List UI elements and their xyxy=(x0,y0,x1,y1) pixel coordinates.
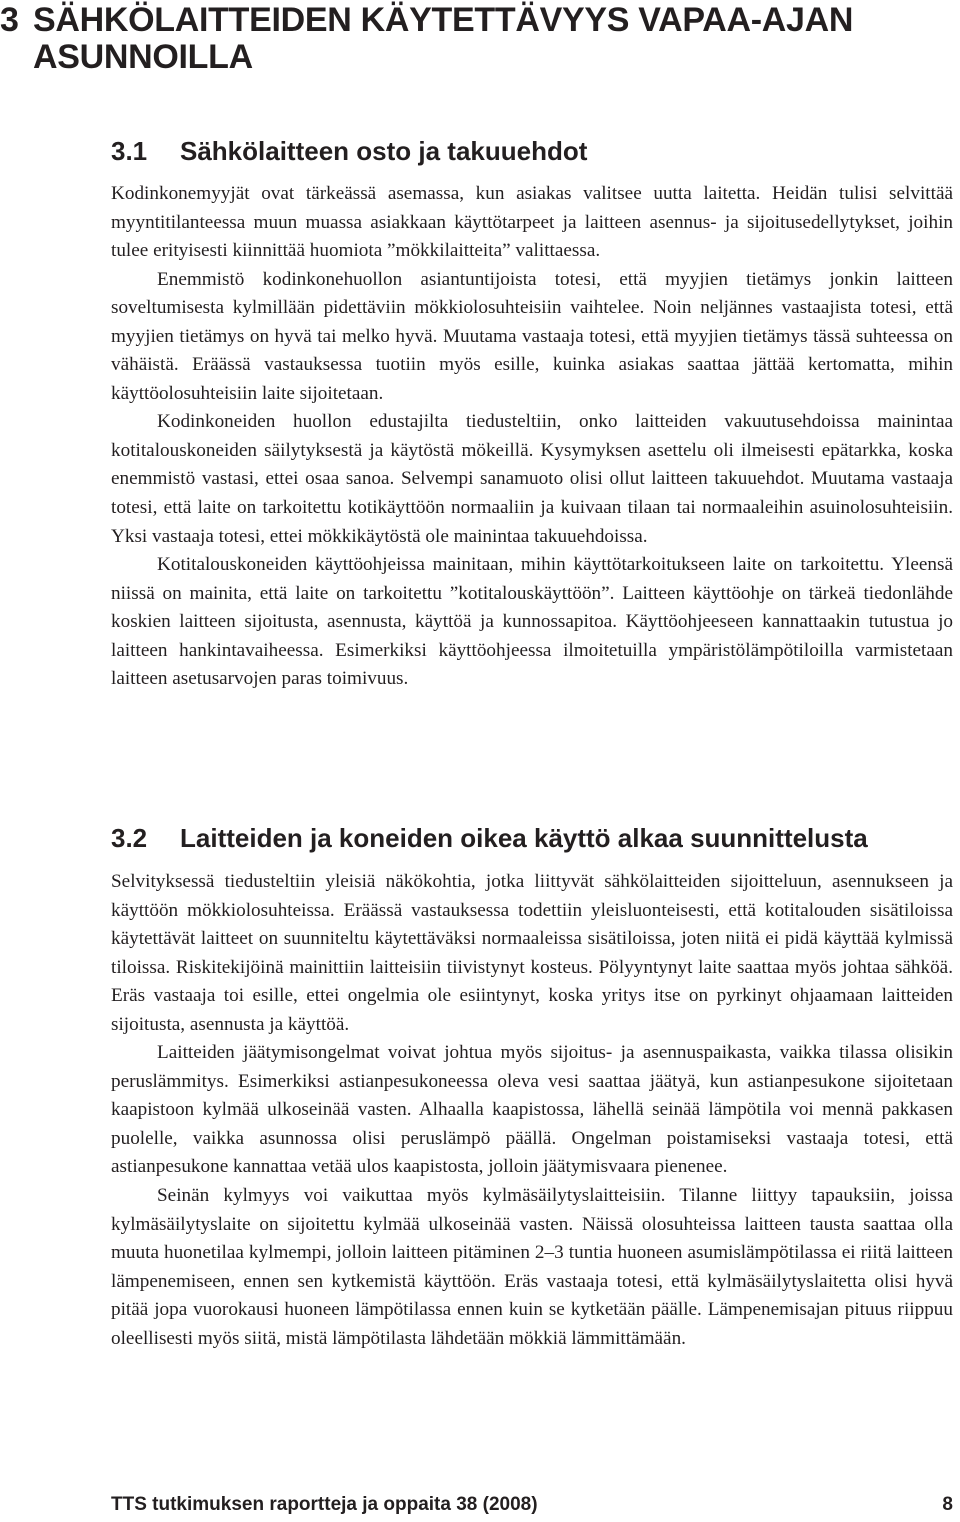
paragraph: Selvityksessä tiedusteltiin yleisiä näkökohtia, jotka liittyvät sähkölaitteiden sijoitteluun, asennukseen ja käyttöön mökkiolosuhteissa. Eräässä vastauksessa todettiin yleisluonteisesti, että kotitalouden sisätiloissa käytettävät laitteet on suunniteltu käytettäväksi normaaleissa sisätiloissa, joten niitä ei pidä käyttää kylmissä tiloissa. Riskitekijöinä mainittiin laitteisiin tiivistynyt kosteus. Pölyyntynyt laite saattaa myös johtaa sähköä. Eräs vastaaja toi esille, ettei ongelmia ole esiintynyt, koska yritys itse on pyrkinyt ohjaamaan laitteiden sijoitusta, asennusta ja käyttöä. xyxy=(111,871,953,1035)
page-footer xyxy=(111,1494,953,1516)
paragraph: Seinän kylmyys voi vaikuttaa myös kylmäsäilytyslaitteisiin. Tilanne liittyy tapauksiin, joissa kylmäsäilytyslaite on sijoitettu kylmää ulkoseinää vasten. Näissä olosuhteissa laitteen tausta saattaa olla muuta huonetilaa kylmempi, jolloin laitteen pitäminen 2–3 tuntia huoneen asumislämpötilassa ei riitä laitteen lämpenemiseen, ennen sen kytkemistä käyttöön. Eräs vastaaja totesi, että kylmäsäilytyslaitetta olisi hyvä pitää jopa vuorokausi huoneen lämpötilassa ennen kuin se kytketään päälle. Lämpenemisajan pituus riippuu oleellisesti myös siitä, mistä lämpötilasta lähdetään mökkiä lämmittämään. xyxy=(111,1185,953,1349)
section-heading-3-2 xyxy=(111,823,868,853)
paragraph: Kodinkonemyyjät ovat tärkeässä asemassa, kun asiakas valitsee uutta laitetta. Heidän tulisi selvittää myyntitilanteessa muun muassa asiakkaan käyttötarpeet ja laitteen asennus- ja sijoitusedellytykset, joihin tulee erityisesti kiinnittää huomiota ”mökkilaitteita” valittaessa. xyxy=(111,183,953,262)
chapter-title-text: SÄHKÖLAITTEIDEN KÄYTETTÄVYYS VAPAA-AJAN ASUNNOILLA xyxy=(33,1,854,76)
section-title-text: Laitteiden ja koneiden oikea käyttö alkaa suunnittelusta xyxy=(180,823,868,853)
paragraph: Enemmistö kodinkonehuollon asiantuntijoista totesi, että myyjien tietämys jonkin laitteen soveltumisesta kylmillään pidettäviin mökkiolosuhteisiin vaihtelee. Noin neljännes vastaajista totesi, että myyjien tietämys on hyvä tai melko hyvä. Muutama vastaaja totesi, että myyjien tietämys tässä suhteessa on vähäistä. Eräässä vastauksessa tuotiin myös esille, kuinka asiakas saattaa jättää kertomatta, mihin käyttöolosuhteisiin laite sijoitetaan. xyxy=(111,268,953,404)
paragraph: Laitteiden jäätymisongelmat voivat johtua myös sijoitus- ja asennuspaikasta, vaikka tilassa olisikin peruslämmitys. Esimerkiksi astianpesukoneessa oleva vesi saattaa jäätyä, kun astianpesukone sijoitetaan kaapistoon kylmää ulkoseinää vasten. Alhaalla kaapistossa, lähellä seinää lämpötila voi mennä pakkasen puolelle, vaikka asunnossa olisi peruslämpö päällä. Ongelman poistamiseksi vastaaja totesi, että astianpesukone kannattaa vetää ulos kaapistosta, jolloin jäätymisvaara pienenee. xyxy=(111,1042,953,1178)
paragraph: Kotitalouskoneiden käyttöohjeissa mainitaan, mihin käyttötarkoitukseen laite on tarkoitettu. Yleensä niissä on mainita, että laite on tarkoitettu ”kotitalouskäyttöön”. Laitteen käyttöohje on tärkeä tiedonlähde koskien laitteen sijoitusta, asennusta, käyttöä ja kunnossapitoa. Käyttöohjeeseen kannattaakin tutustua jo laitteen hankintavaiheessa. Esimerkiksi käyttöohjeessa ilmoitetuilla ympäristölämpötiloilla varmistetaan laitteen asetusarvojen paras toimivuus. xyxy=(111,554,953,690)
section-heading-3-1 xyxy=(111,136,587,166)
section-number: 3.1 xyxy=(111,136,148,166)
publication-title: TTS tutkimuksen raportteja ja oppaita 38 (2008) xyxy=(111,1494,538,1515)
section-title-text: Sähkölaitteen osto ja takuuehdot xyxy=(180,136,588,166)
chapter-title xyxy=(0,2,940,76)
section-body-3-2 xyxy=(111,868,953,1353)
page-number: 8 xyxy=(942,1494,953,1515)
paragraph: Kodinkoneiden huollon edustajilta tiedusteltiin, onko laitteiden vakuutusehdoissa mainintaa kotitalouskoneiden säilytyksestä ja käytöstä mökeillä. Kysymyksen asettelu oli ilmeisesti epätarkka, koska enemmistö vastasi, ettei osaa sanoa. Selvempi sanamuoto olisi ollut laitteen takuuehdot. Muutama vastaaja totesi, että laite on tarkoitettu kotikäyttöön normaaliin ja kuivaan tilaan tai normaaleihin asuinolosuhteisiin. Yksi vastaaja totesi, ettei mökkikäytöstä ole mainintaa takuuehdoissa. xyxy=(111,411,953,547)
section-body-3-1 xyxy=(111,180,953,694)
chapter-number: 3 xyxy=(0,1,19,39)
section-number: 3.2 xyxy=(111,823,148,853)
